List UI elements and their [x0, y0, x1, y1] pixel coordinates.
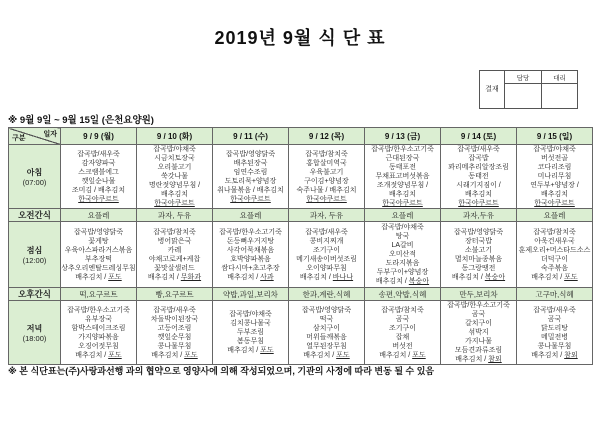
corner-label-category: 구분	[12, 135, 26, 142]
menu-cell: 송편,약밥,식혜	[365, 288, 441, 301]
subtitle: ※ 9월 9일 ~ 9월 15일 (은천요양원)	[8, 115, 154, 126]
approval-col-damdang: 담당	[516, 74, 530, 82]
menu-cell: 잡곡밥/한우소고기죽 근대된장국 동태포전 무채표고버섯볶음 조개젓양념무침 / 배추김치 한국야쿠르트	[365, 145, 441, 209]
menu-cell: 요플레	[61, 209, 137, 222]
menu-cell: 잡곡밥/새우죽 곰국 닭도리탕 메밀전병 콩나물무침 배추김치 / 참외	[517, 301, 593, 365]
menu-cell: 잡곡밥/참치죽 곰국 조기구이 잡채 버섯전 배추김치 / 포도	[365, 301, 441, 365]
menu-cell: 한과,계란,식혜	[289, 288, 365, 301]
menu-cell: 빵,요구르트	[137, 288, 213, 301]
menu-cell: 요플레	[517, 209, 593, 222]
menu-cell: 과자, 두유	[289, 209, 365, 222]
menu-cell: 요플레	[213, 209, 289, 222]
menu-cell: 잡곡밥/한우소고기죽 곰국 갈치구이 섞박지 가지나물 모듬견과류조림 배추김치 / 참외	[441, 301, 517, 365]
date-header: 9 / 11 (수)	[213, 128, 289, 145]
page-title: 2019년 9월 식 단 표	[214, 28, 386, 48]
menu-cell: 잡곡밥/영양닭죽 장터국밥 소불고기 멸치마늘종볶음 동그랑땡전 배추김치 / 복숭아	[441, 222, 517, 288]
menu-cell: 잡곡밥/영양닭죽 배추된장국 임연수조림 도토리묵+양념장 취나물볶음 / 배추김치 한국야쿠르트	[213, 145, 289, 209]
menu-cell: 잡곡밥/새우죽 감자양파국 스크램블에그 깻잎순나물 조미김 / 배추김치 한국야쿠르트	[61, 145, 137, 209]
menu-cell: 약밥,과일,보리차	[213, 288, 289, 301]
date-header: 9 / 9 (월)	[61, 128, 137, 145]
row-label-4: 오후간식	[9, 288, 61, 301]
row-label-2: 오전간식	[9, 209, 61, 222]
approval-sign-cell	[541, 83, 577, 108]
row-label-5: 저녁 (18:00)	[9, 301, 61, 365]
date-header: 9 / 14 (토)	[441, 128, 517, 145]
date-header: 9 / 10 (화)	[137, 128, 213, 145]
footnote: ※ 본 식단표는(주)사랑과선행 과의 협약으로 영양사에 의해 작성되었으며, 기관의 사정에 따라 변동 될 수 있음	[8, 366, 435, 376]
approval-box	[479, 70, 578, 109]
date-header: 9 / 12 (목)	[289, 128, 365, 145]
approval-label: 결재	[480, 71, 505, 108]
menu-cell: 잡곡밥/영양닭죽 떡국 삼치구이 머위들깨볶음 열무된장무침 배추김치 / 포도	[289, 301, 365, 365]
menu-cell: 고구마,식혜	[517, 288, 593, 301]
date-header: 9 / 15 (일)	[517, 128, 593, 145]
row-label-1: 아침 (07:00)	[9, 145, 61, 209]
menu-cell: 만두,보리차	[441, 288, 517, 301]
menu-cell: 과자,두유	[441, 209, 517, 222]
menu-cell: 잡곡밥/한우소고기죽 돈등뼈우거지탕 사각어묵채볶음 호박양파볶음 쌈다시마+초고추장 배추김치 / 사과	[213, 222, 289, 288]
menu-cell: 잡곡밥/야채죽 김치콩나물국 두부조림 봄동무침 배추김치 / 포도	[213, 301, 289, 365]
corner-label-date: 일자	[43, 131, 57, 138]
menu-cell: 잡곡밥/새우죽 차돌박이된장국 고등어조림 깻잎순무침 콩나물무침 배추김치 / 포도	[137, 301, 213, 365]
approval-col-daeri: 대리	[541, 71, 577, 83]
menu-cell: 잡곡밥/참치죽 병어맑은국 카레 야채고로케+케찹 꽃맛살샐러드 배추김치 / 무화과	[137, 222, 213, 288]
menu-cell: 잡곡밥/야채죽 탕국 LA갈비 오미산적 도라지볶음 두부구이+양념장 배추김치 / 복숭아	[365, 222, 441, 288]
menu-cell: 잡곡밥/영양닭죽 꽃게탕 우육아스파라거스볶음 부추장떡 상추오리엔탈드레싱무침 배추김치 / 포도	[61, 222, 137, 288]
row-label-3: 점심 (12:00)	[9, 222, 61, 288]
date-header: 9 / 13 (금)	[365, 128, 441, 145]
menu-cell: 잡곡밥/참치죽 아욱건새우국 훈제오리+머스타드소스 더덕구이 숙주볶음 배추김치 / 포도	[517, 222, 593, 288]
menu-cell: 잡곡밥/참치죽 홍합살미역국 우육불고기 구이김+양념장 숙주나물 / 배추김치 한국야쿠르트	[289, 145, 365, 209]
menu-cell: 과자, 두유	[137, 209, 213, 222]
menu-cell: 잡곡밥/야채죽 시금치토장국 오리불고기 쑥갓나물 명란젓양념무침 / 배추김치 한국야쿠르트	[137, 145, 213, 209]
menu-cell: 잡곡밥/한우소고기죽 유부장국 함박스테이크조림 가지양파볶음 오징어젓무침 배추김치 / 포도	[61, 301, 137, 365]
approval-sign-cell	[505, 83, 541, 108]
corner-cell	[9, 128, 61, 145]
menu-cell: 요플레	[365, 209, 441, 222]
menu-cell: 잡곡밥/새우죽 잡곡밥 꽈리메추리알장조림 동태전 시래기지짐이 / 배추김치 한국야쿠르트	[441, 145, 517, 209]
menu-table	[8, 127, 593, 365]
menu-cell: 잡곡밥/야채죽 버섯전골 코다리조림 미나리무침 연두부+양념장 / 배추김치 한국야쿠르트	[517, 145, 593, 209]
menu-cell: 잡곡밥/새우죽 콩비지찌개 조기구이 메기새송이버섯조림 오이양파무침 배추김치 / 바나나	[289, 222, 365, 288]
approval-grid	[505, 71, 577, 108]
menu-cell: 떡,요구르트	[61, 288, 137, 301]
